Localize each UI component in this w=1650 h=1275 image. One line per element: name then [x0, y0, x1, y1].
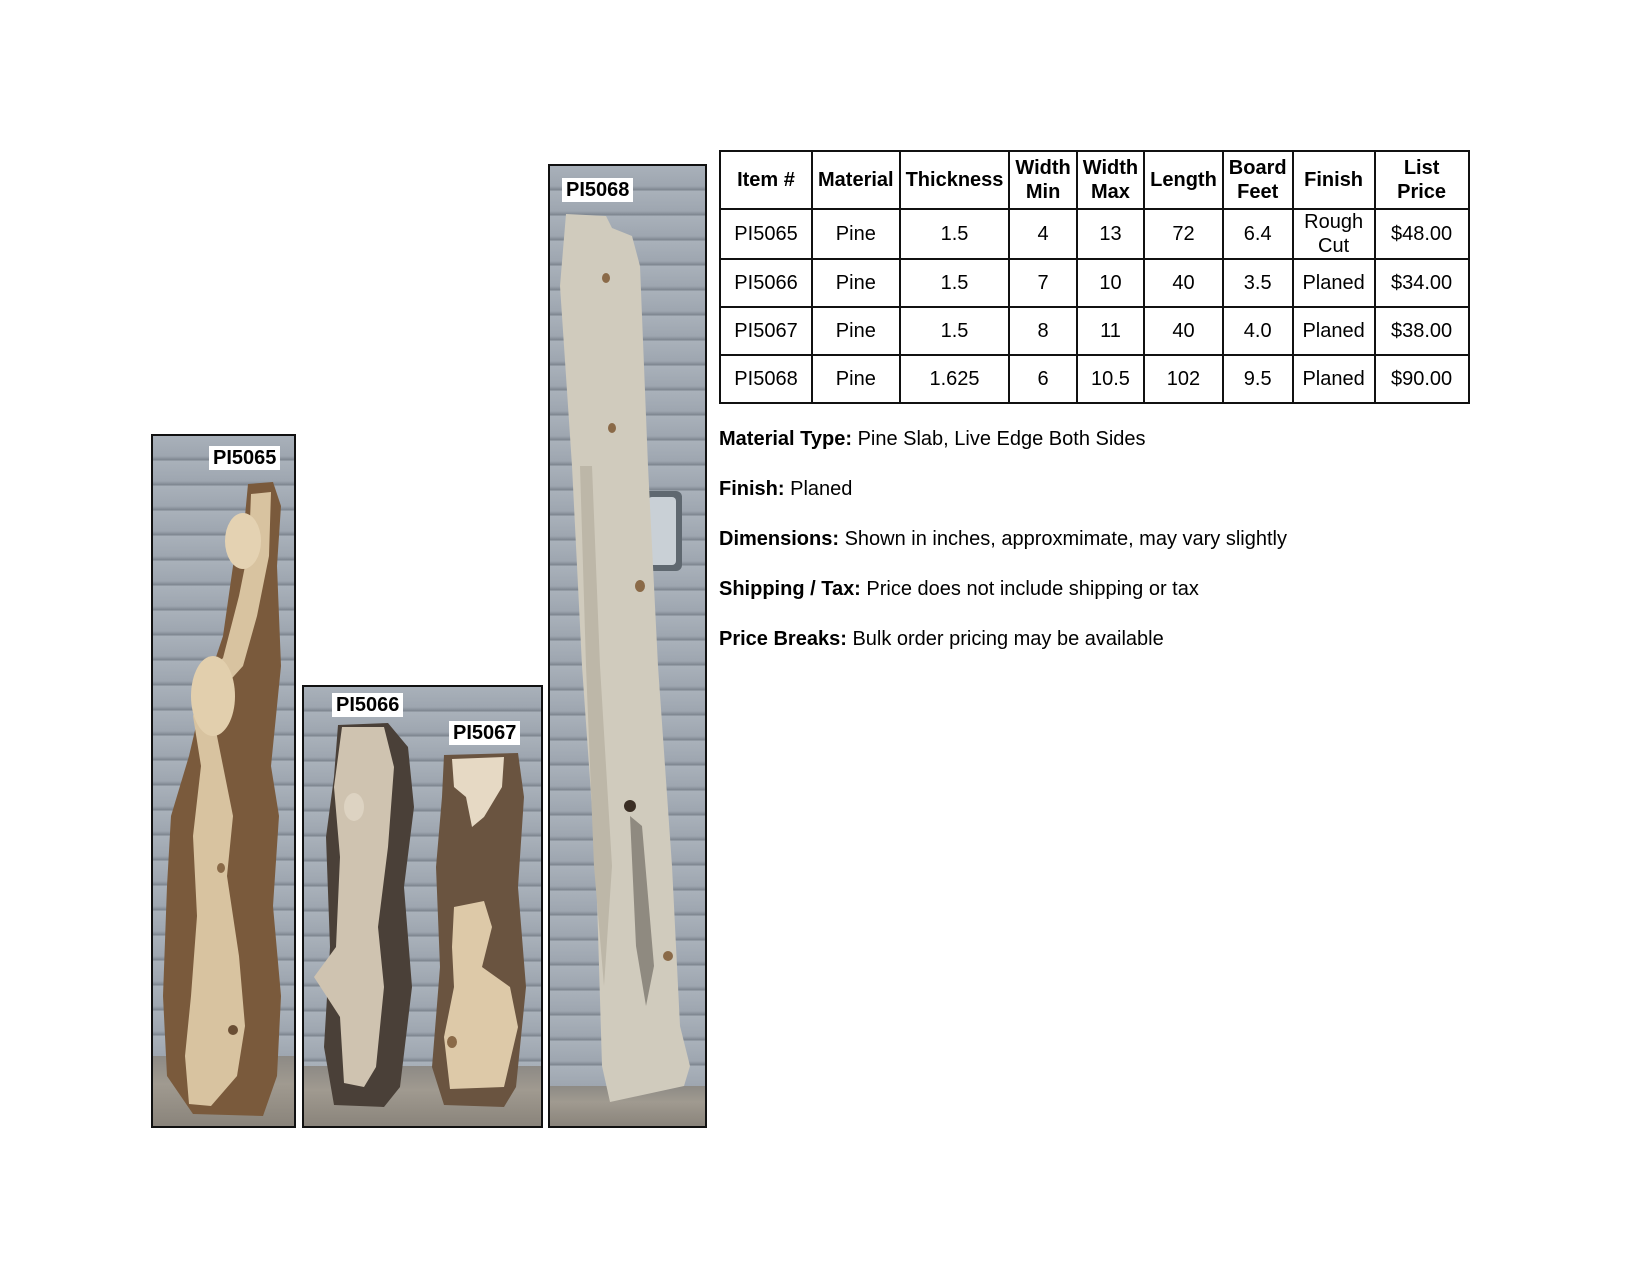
table-cell: 102	[1144, 355, 1223, 403]
table-cell: PI5068	[720, 355, 812, 403]
detail-label: Finish:	[719, 478, 785, 500]
detail-value: Shown in inches, approxmimate, may vary slightly	[844, 528, 1287, 550]
table-cell: 40	[1144, 259, 1223, 307]
detail-value: Bulk order pricing may be available	[852, 628, 1164, 650]
item-label-tag: PI5065	[209, 446, 280, 470]
item-label-tag: PI5067	[449, 721, 520, 745]
table-row	[720, 259, 1469, 307]
pine-slab-image	[153, 436, 296, 1128]
item-label-tag: PI5068	[562, 178, 633, 202]
table-cell: Pine	[812, 355, 900, 403]
table-cell: 1.5	[900, 209, 1010, 259]
detail-label: Material Type:	[719, 428, 852, 450]
slab-photo-pi5065	[151, 434, 296, 1128]
column-header: Finish	[1293, 151, 1375, 209]
detail-material-type	[719, 428, 1287, 450]
detail-finish	[719, 478, 1287, 500]
table-cell: Planed	[1293, 355, 1375, 403]
table-cell: PI5067	[720, 307, 812, 355]
table-cell: Planed	[1293, 307, 1375, 355]
table-cell: PI5066	[720, 259, 812, 307]
table-cell: PI5065	[720, 209, 812, 259]
slab-photo-pi5068	[548, 164, 707, 1128]
table-cell: 7	[1009, 259, 1076, 307]
table-cell: 1.625	[900, 355, 1010, 403]
table-row	[720, 209, 1469, 259]
item-label-tag: PI5066	[332, 693, 403, 717]
column-header: Width Max	[1077, 151, 1144, 209]
table-cell: Pine	[812, 259, 900, 307]
table-cell: 72	[1144, 209, 1223, 259]
table-cell: 10	[1077, 259, 1144, 307]
table-cell: Planed	[1293, 259, 1375, 307]
table-row	[720, 307, 1469, 355]
table-cell: 11	[1077, 307, 1144, 355]
column-header: Material	[812, 151, 900, 209]
detail-shipping-tax	[719, 578, 1287, 600]
table-cell: Rough Cut	[1293, 209, 1375, 259]
table-cell: 4.0	[1223, 307, 1293, 355]
column-header: Board Feet	[1223, 151, 1293, 209]
detail-value: Price does not include shipping or tax	[866, 578, 1199, 600]
column-header: Item #	[720, 151, 812, 209]
table-cell: 40	[1144, 307, 1223, 355]
table-cell: $90.00	[1375, 355, 1469, 403]
detail-dimensions	[719, 528, 1287, 550]
table-cell: 6	[1009, 355, 1076, 403]
column-header: Thickness	[900, 151, 1010, 209]
table-cell: $34.00	[1375, 259, 1469, 307]
table-cell: 13	[1077, 209, 1144, 259]
table-cell: Pine	[812, 209, 900, 259]
table-cell: $38.00	[1375, 307, 1469, 355]
detail-label: Price Breaks:	[719, 628, 847, 650]
pine-slab-image	[550, 166, 707, 1128]
table-cell: 6.4	[1223, 209, 1293, 259]
detail-value: Planed	[790, 478, 853, 500]
column-header: Length	[1144, 151, 1223, 209]
table-cell: 3.5	[1223, 259, 1293, 307]
detail-label: Dimensions:	[719, 528, 840, 550]
detail-label: Shipping / Tax:	[719, 578, 861, 600]
table-cell: $48.00	[1375, 209, 1469, 259]
table-cell: 1.5	[900, 307, 1010, 355]
slab-photo-pi5066-pi5067	[302, 685, 543, 1128]
table-cell: 8	[1009, 307, 1076, 355]
detail-value: Pine Slab, Live Edge Both Sides	[857, 428, 1146, 450]
column-header: List Price	[1375, 151, 1469, 209]
table-cell: 10.5	[1077, 355, 1144, 403]
product-details	[719, 428, 1287, 678]
detail-price-breaks	[719, 628, 1287, 650]
table-header-row	[720, 151, 1469, 209]
table-cell: Pine	[812, 307, 900, 355]
pine-slabs-image	[304, 687, 543, 1128]
pricing-table	[719, 150, 1470, 404]
table-cell: 1.5	[900, 259, 1010, 307]
table-row	[720, 355, 1469, 403]
table-cell: 4	[1009, 209, 1076, 259]
column-header: Width Min	[1009, 151, 1076, 209]
table-cell: 9.5	[1223, 355, 1293, 403]
